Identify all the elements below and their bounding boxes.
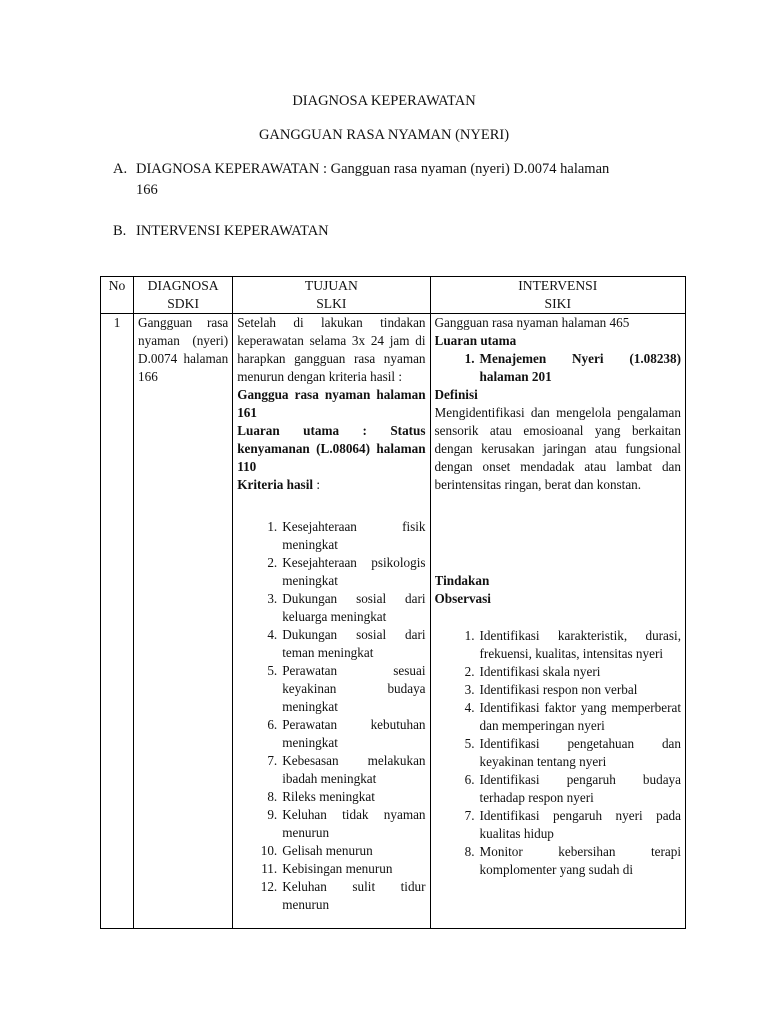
list-item-number: 5. (464, 736, 475, 751)
list-item (237, 662, 425, 716)
list-item (237, 554, 425, 590)
list-item (435, 627, 681, 663)
list-item (237, 626, 425, 662)
list-item (237, 860, 425, 878)
list-item-text: Perawatan kebutuhan meningkat (282, 717, 426, 750)
intervensi-definisi-heading: Definisi (434, 387, 478, 402)
section-a-letter: A. (113, 161, 128, 177)
intervensi-main-list (435, 350, 681, 386)
list-item (435, 843, 681, 879)
list-item-number: 7. (267, 753, 278, 768)
list-item (237, 716, 425, 752)
list-item-number: 2. (464, 664, 475, 679)
header-intervensi: INTERVENSI SIKI (430, 277, 685, 314)
list-item-number: 2. (267, 555, 278, 570)
list-item-number: 4. (267, 627, 278, 642)
list-item (435, 699, 681, 735)
list-item-text: Monitor kebersihan terapi komplomenter yang sudah di (479, 844, 681, 877)
tujuan-bold2: Luaran utama : Status kenyamanan (L.08064) halaman 110 (237, 423, 426, 474)
header-tujuan: TUJUAN SLKI (233, 277, 430, 314)
list-item-number: 5. (267, 663, 278, 678)
list-item-text: Kesejahteraan psikologis meningkat (282, 555, 426, 588)
list-item (237, 842, 425, 860)
intervensi-luaran: Luaran utama (434, 333, 517, 348)
list-item (237, 752, 425, 788)
list-item-number: 11. (261, 861, 278, 876)
tujuan-bold1: Ganggua rasa nyaman halaman 161 (237, 387, 426, 420)
list-item (237, 788, 425, 806)
list-item-text: Identifikasi pengaruh nyeri pada kualitas hidup (479, 808, 681, 841)
list-item-number: 1. (464, 628, 475, 643)
kriteria-list (237, 518, 425, 914)
observasi-list (435, 627, 681, 879)
list-item (237, 518, 425, 554)
list-item-number: 3. (267, 591, 278, 606)
section-b-letter: B. (113, 223, 127, 239)
list-item-text: Identifikasi respon non verbal (479, 682, 638, 697)
list-item-text: Identifikasi pengetahuan dan keyakinan tentang nyeri (479, 736, 681, 769)
list-item (237, 878, 425, 914)
list-item-text: Rileks meningkat (282, 789, 375, 804)
tujuan-intro: Setelah di lakukan tindakan keperawatan selama 3x 24 jam di harapkan gangguan rasa nyaman menurun dengan kriteria hasil : (237, 315, 426, 384)
list-item-text: Identifikasi pengaruh budaya terhadap respon nyeri (479, 772, 681, 805)
list-item-number: 4. (464, 700, 475, 715)
list-item-number: 10. (260, 843, 278, 858)
header-no: No (101, 277, 134, 314)
cell-tujuan (233, 314, 430, 929)
intervensi-intro: Gangguan rasa nyaman halaman 465 (434, 315, 630, 330)
list-item-number: 7. (464, 808, 475, 823)
list-item-number: 12. (260, 879, 278, 894)
list-item-number: 8. (267, 789, 278, 804)
list-item-text: Perawatan sesuai keyakinan budaya meningkat (282, 663, 426, 714)
section-a-line2: 166 (136, 182, 158, 198)
tujuan-kriteria-heading: Kriteria hasil : (237, 477, 320, 492)
cell-diagnosa: Gangguan rasa nyaman (nyeri) D.0074 halaman 166 (134, 314, 233, 929)
section-a-line1: DIAGNOSA KEPERAWATAN : Gangguan rasa nyaman (nyeri) D.0074 halaman (136, 161, 610, 177)
intervensi-definisi-text: Mengidentifikasi dan mengelola pengalaman sensorik atau emosioanal yang berkaitan dengan kerusakan jaringan atau fungsional dengan onset mendadak atau lambat dan berintensitas ringan, berat dan konstan. (434, 405, 681, 492)
list-item-number: 1. (267, 519, 278, 534)
list-item-number: 6. (267, 717, 278, 732)
list-item (435, 771, 681, 807)
list-item-text: Identifikasi faktor yang memperberat dan memperingan nyeri (479, 700, 681, 733)
list-item-text: Kebisingan menurun (282, 861, 393, 876)
list-item (237, 806, 425, 842)
list-item-text: Dukungan sosial dari keluarga meningkat (282, 591, 426, 624)
list-item (435, 807, 681, 843)
header-diagnosa: DIAGNOSA SDKI (134, 277, 233, 314)
list-item-text: Identifikasi skala nyeri (479, 664, 601, 679)
section-b (113, 221, 329, 242)
list-item-text: Keluhan sulit tidur menurun (282, 879, 426, 912)
list-item (435, 663, 681, 681)
list-item-text: Kesejahteraan fisik meningkat (282, 519, 426, 552)
table-header-row (101, 277, 686, 314)
list-item-text: Dukungan sosial dari teman meningkat (282, 627, 426, 660)
intervention-table (100, 276, 686, 929)
section-b-text: INTERVENSI KEPERAWATAN (136, 223, 329, 239)
cell-intervensi (430, 314, 685, 929)
section-a (113, 159, 673, 198)
intervensi-tindakan-heading: Tindakan (434, 573, 490, 588)
list-item-number: 6. (464, 772, 475, 787)
cell-no: 1 (101, 314, 134, 929)
list-item (435, 681, 681, 699)
list-item (237, 590, 425, 626)
page-subtitle: GANGGUAN RASA NYAMAN (NYERI) (258, 127, 510, 143)
list-item-number: 3. (464, 682, 475, 697)
list-item-text: Gelisah menurun (282, 843, 373, 858)
list-item-number: 9. (267, 807, 278, 822)
list-item: 1. Menajemen Nyeri (1.08238) halaman 201 (464, 351, 681, 384)
intervensi-observasi-heading: Observasi (434, 591, 491, 606)
list-item-text: Kebesasan melakukan ibadah meningkat (282, 753, 426, 786)
list-item-text: Keluhan tidak nyaman menurun (282, 807, 426, 840)
page-title: DIAGNOSA KEPERAWATAN (292, 93, 476, 109)
table-row (101, 314, 686, 929)
list-item (435, 735, 681, 771)
list-item-text: Identifikasi karakteristik, durasi, frekuensi, kualitas, intensitas nyeri (479, 628, 681, 661)
list-item-number: 8. (464, 844, 475, 859)
